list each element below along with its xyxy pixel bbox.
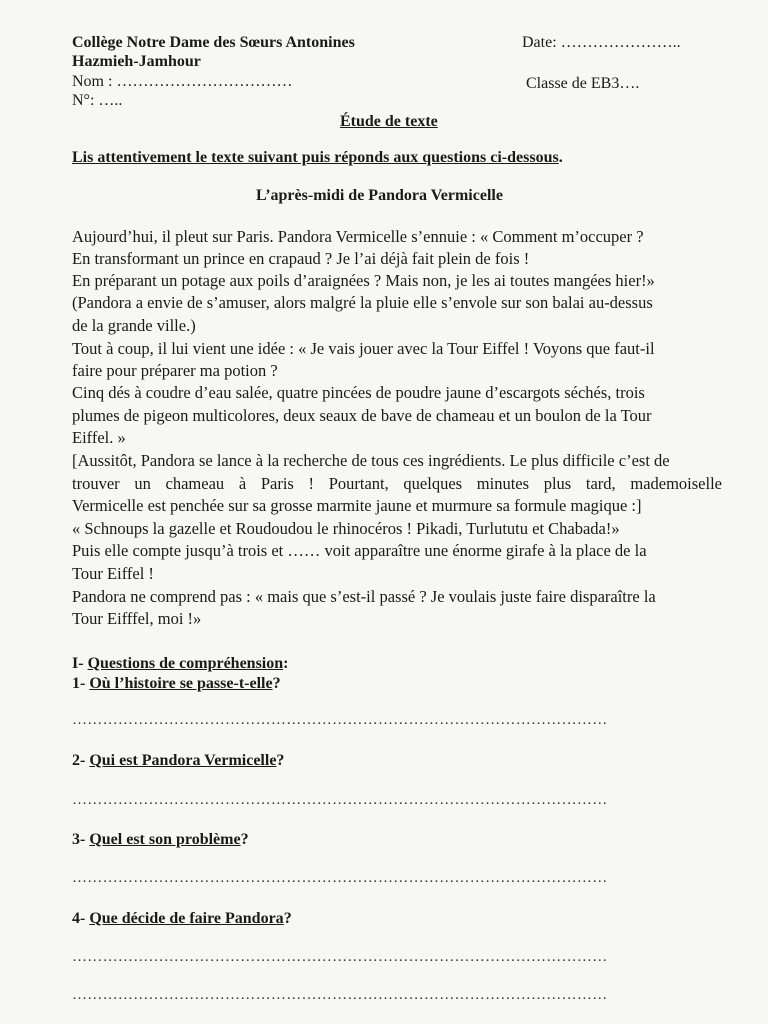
story-line: Vermicelle est penchée sur sa grosse marmite jaune et murmure sa formule magique :] [72, 496, 642, 515]
story-line: Pandora ne comprend pas : « mais que s’est-il passé ? Je voulais juste faire disparaître la [72, 587, 656, 606]
story-line: trouver un chameau à Paris ! Pourtant, quelques minutes plus tard, mademoiselle [72, 474, 722, 493]
question-end: ? [272, 675, 281, 692]
date-field[interactable]: Date: ………………….. [522, 34, 681, 51]
story-line: de la grande ville.) [72, 316, 196, 335]
page-title: Étude de texte [340, 113, 438, 130]
story-line: Tout à coup, il lui vient une idée : « Je vais jouer avec la Tour Eiffel ! Voyons que faut-il [72, 339, 655, 358]
answer-line-4b[interactable]: …………………………………………………………………………………………… [72, 987, 608, 1003]
section-heading [72, 655, 288, 673]
number-field[interactable]: N°: ….. [72, 92, 123, 109]
answer-line-4a[interactable]: …………………………………………………………………………………………… [72, 949, 608, 965]
answer-line-2[interactable]: …………………………………………………………………………………………… [72, 792, 608, 808]
story-line: Aujourd’hui, il pleut sur Paris. Pandora Vermicelle s’ennuie : « Comment m’occuper ? [72, 227, 644, 246]
question-text: Où l’histoire se passe-t-elle [89, 675, 273, 692]
story-line: Tour Eifffel, moi !» [72, 609, 202, 628]
question-1 [72, 675, 281, 693]
class-label: Classe de EB3…. [526, 75, 640, 92]
question-end: ? [276, 752, 285, 769]
answer-line-3[interactable]: …………………………………………………………………………………………… [72, 870, 608, 886]
section-suffix: : [283, 655, 289, 672]
instruction-end: . [558, 149, 563, 166]
answer-line-1[interactable]: …………………………………………………………………………………………… [72, 712, 608, 728]
question-number: 2- [72, 752, 90, 769]
story-line: [Aussitôt, Pandora se lance à la recherche de tous ces ingrédients. Le plus difficile c’est de [72, 451, 670, 470]
story-line: En transformant un prince en crapaud ? Je l’ai déjà fait plein de fois ! [72, 249, 530, 268]
question-text: Qui est Pandora Vermicelle [89, 752, 277, 769]
question-3 [72, 831, 249, 849]
question-end: ? [283, 910, 292, 927]
story-line: Tour Eiffel ! [72, 564, 154, 583]
question-2 [72, 752, 284, 770]
section-title: Questions de compréhension [87, 655, 284, 672]
story-line: Cinq dés à coudre d’eau salée, quatre pincées de poudre jaune d’escargots séchés, trois [72, 383, 645, 402]
story-line: plumes de pigeon multicolores, deux seaux de bave de chameau et un boulon de la Tour [72, 406, 652, 425]
question-number: 4- [72, 910, 90, 927]
school-location: Hazmieh-Jamhour [72, 53, 201, 70]
question-end: ? [240, 831, 249, 848]
instruction-text: Lis attentivement le texte suivant puis réponds aux questions ci-dessous [72, 149, 559, 166]
question-text: Que décide de faire Pandora [89, 910, 284, 927]
story-line: (Pandora a envie de s’amuser, alors malgré la pluie elle s’envole sur son balai au-dessus [72, 293, 653, 312]
name-field[interactable]: Nom : …………………………… [72, 73, 293, 90]
question-number: 3- [72, 831, 90, 848]
story-line: Puis elle compte jusqu’à trois et …… voit apparaître une énorme girafe à la place de la [72, 541, 647, 560]
question-4 [72, 910, 292, 928]
story-line: faire pour préparer ma potion ? [72, 361, 278, 380]
story-line: « Schnoups la gazelle et Roudoudou le rhinocéros ! Pikadi, Turlututu et Chabada!» [72, 519, 620, 538]
question-text: Quel est son problème [89, 831, 241, 848]
question-number: 1- [72, 675, 90, 692]
story-line: En préparant un potage aux poils d’araignées ? Mais non, je les ai toutes mangées hier!» [72, 271, 655, 290]
section-prefix: I- [72, 655, 88, 672]
instruction [72, 149, 563, 167]
school-name: Collège Notre Dame des Sœurs Antonines [72, 34, 355, 51]
story-line: Eiffel. » [72, 428, 126, 447]
story-title: L’après-midi de Pandora Vermicelle [256, 187, 503, 204]
